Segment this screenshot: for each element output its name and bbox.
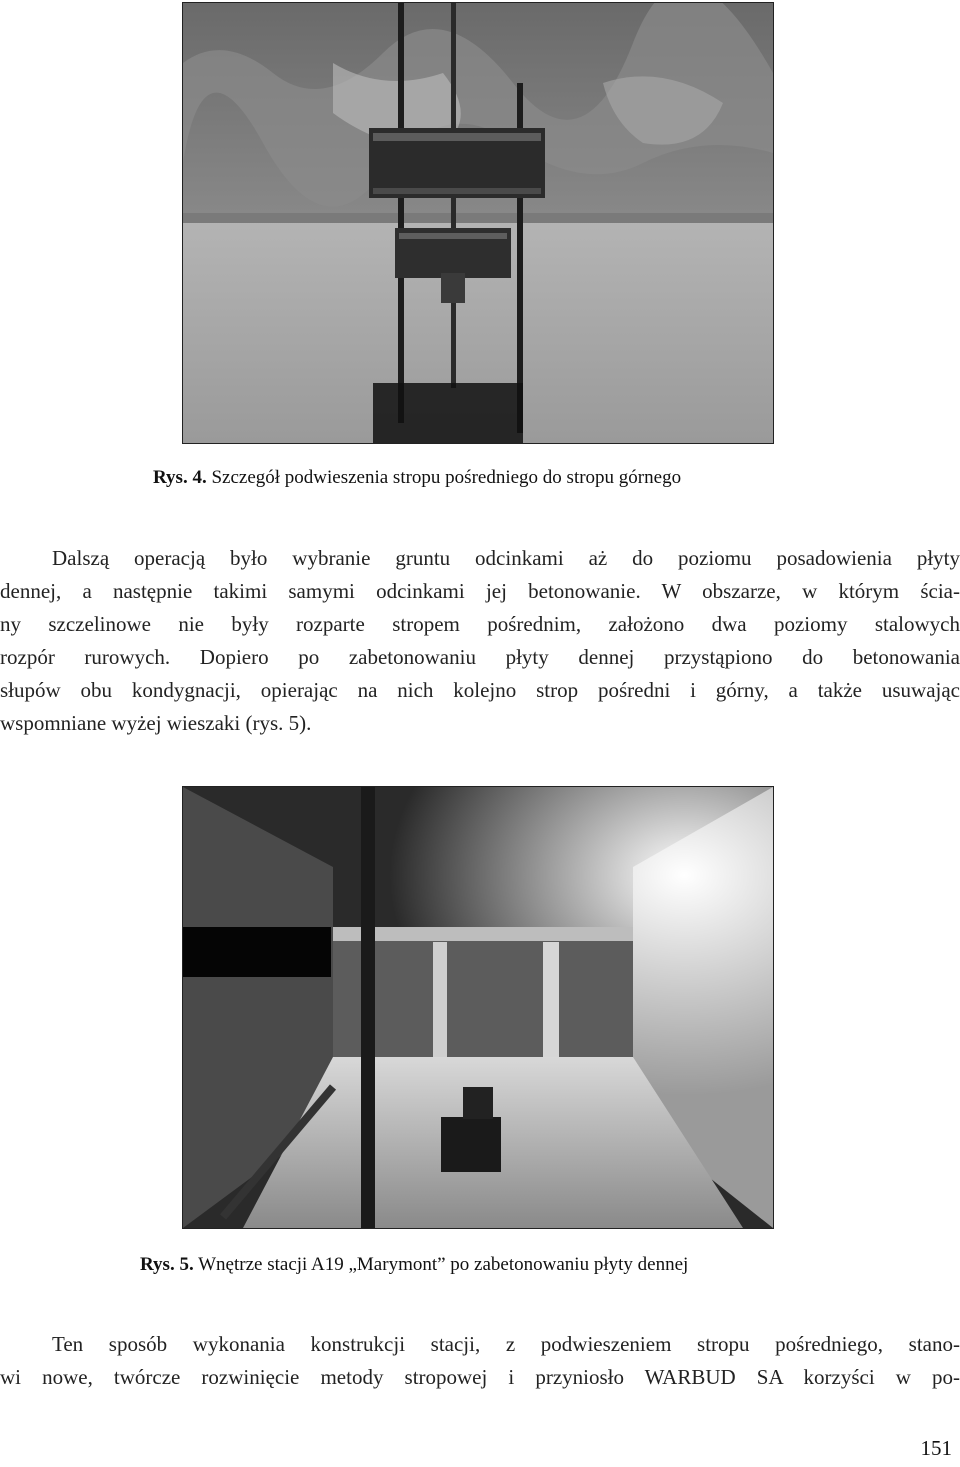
caption-text: Wnętrze stacji A19 „Marymont” po zabetonowaniu płyty dennej [198, 1254, 689, 1275]
text-line: wspomniane wyżej wieszaki (rys. 5). [0, 711, 312, 735]
figure-5-photo [182, 786, 774, 1229]
figure-4-caption [153, 467, 681, 489]
body-paragraph-1 [0, 542, 960, 740]
caption-text: Szczegół podwieszenia stropu pośredniego do stropu górnego [211, 467, 682, 488]
figure-5-caption [140, 1254, 688, 1276]
station-interior-photo [183, 787, 773, 1228]
text-line: słupów obu kondygnacji, opierając na nich kolejno strop pośredni i górny, a także usuwając [0, 678, 960, 702]
text-line: wi nowe, twórcze rozwinięcie metody stropowej i przyniosło WARBUD SA korzyści w po- [0, 1365, 960, 1389]
figure-label: Rys. 5. [140, 1254, 194, 1275]
figure-label: Rys. 4. [153, 467, 207, 488]
figure-4-photo [182, 2, 774, 444]
page-number: 151 [920, 1436, 952, 1460]
body-paragraph-2 [0, 1328, 960, 1394]
text-line: rozpór rurowych. Dopiero po zabetonowaniu płyty dennej przystąpiono do betonowania [0, 645, 960, 669]
text-line: Dalszą operacją było wybranie gruntu odcinkami aż do poziomu posadowienia płyty [52, 546, 960, 570]
text-line: dennej, a następnie takimi samymi odcinkami jej betonowanie. W obszarze, w którym ścia- [0, 579, 960, 603]
suspension-detail-photo [183, 3, 773, 443]
text-line: ny szczelinowe nie były rozparte stropem pośrednim, założono dwa poziomy stalowych [0, 612, 960, 636]
text-line: Ten sposób wykonania konstrukcji stacji, z podwieszeniem stropu pośredniego, stano- [52, 1332, 960, 1356]
